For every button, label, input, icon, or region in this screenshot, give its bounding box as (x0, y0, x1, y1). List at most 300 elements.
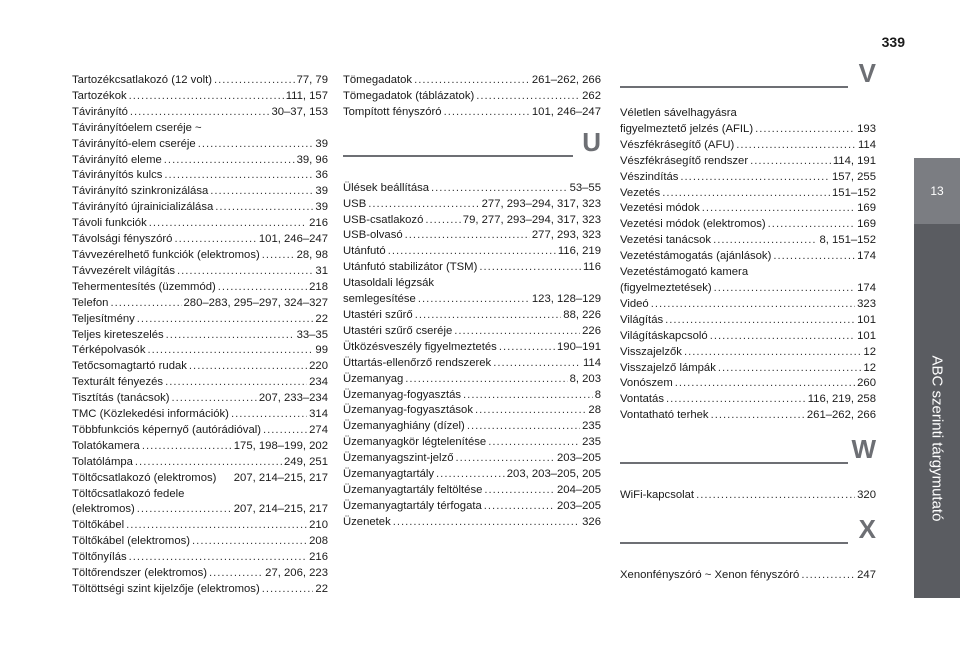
index-entry (620, 217, 876, 233)
index-entry (620, 361, 876, 377)
index-entry (620, 233, 876, 249)
index-entry (72, 184, 328, 200)
entry-term: Távirányító eleme (72, 153, 162, 166)
entry-term: Vontatható terhek (620, 409, 709, 422)
index-entry (72, 502, 328, 518)
entry-term: Texturált fényezés (72, 376, 164, 389)
index-entry (72, 216, 328, 232)
entry-page-ref[interactable]: 99 (315, 344, 328, 357)
entry-page-ref[interactable]: 77, 79 (296, 74, 328, 86)
entry-term: Tolatólámpa (72, 455, 133, 468)
entry-page-ref[interactable]: 53–55 (569, 181, 601, 194)
entry-term: Távirányító (72, 105, 128, 118)
entry-term: Vészfékrásegítő rendszer (620, 154, 749, 167)
index-entry (72, 105, 328, 121)
entry-term: Vezetés (620, 186, 661, 199)
index-entry (620, 313, 876, 329)
entry-term: Üzemanyag-fogyasztások (343, 404, 473, 417)
entry-page-ref[interactable]: 210 (309, 519, 328, 532)
index-entry (72, 200, 328, 216)
dot-leader (499, 340, 555, 356)
dot-leader (475, 403, 586, 419)
entry-page-ref[interactable]: 31 (315, 264, 328, 277)
dot-leader (393, 515, 580, 531)
entry-page-ref[interactable]: 28 (588, 404, 601, 417)
index-entry (620, 249, 876, 265)
entry-term: Távoli funkciók (72, 217, 147, 230)
dot-leader (713, 233, 817, 249)
dot-leader (662, 186, 830, 202)
section-letter: X (858, 514, 876, 545)
index-entry (343, 499, 601, 515)
index-entry (72, 89, 328, 105)
dot-leader (142, 439, 232, 455)
entry-term: Töltőkábel (elektromos) (72, 535, 191, 548)
entry-page-ref[interactable]: 101 (857, 329, 876, 342)
index-entry (72, 582, 328, 598)
entry-term: Világítás (620, 313, 664, 326)
entry-page-ref[interactable]: 277, 293–294, 317, 323 (481, 197, 601, 210)
dot-leader (415, 308, 562, 324)
entry-term: Üzemanyagtartály (343, 468, 435, 481)
entry-page-ref[interactable]: 234 (309, 376, 328, 389)
section-rule (620, 542, 848, 544)
index-entry (343, 483, 601, 499)
dot-leader (189, 359, 307, 375)
index-entry (343, 73, 601, 89)
entry-term: USB-olvasó (343, 229, 403, 242)
chapter-title: ABC szerinti tárgymutató (928, 355, 946, 521)
entry-term: Tolatókamera (72, 439, 140, 452)
index-entry (72, 487, 328, 503)
index-column-3 (620, 58, 876, 584)
entry-page-ref[interactable]: 218 (309, 280, 328, 293)
dot-leader (755, 122, 855, 138)
dot-leader (149, 216, 307, 232)
entry-term: Többfunkciós képernyő (autórádióval) (72, 423, 262, 436)
entry-page-ref[interactable]: 220 (309, 360, 328, 373)
dot-leader (198, 137, 314, 153)
entry-term: Távirányító-elem cseréje (72, 137, 196, 150)
entry-term: Térképolvasók (72, 344, 146, 357)
entry-page-ref[interactable]: 111, 157 (285, 89, 328, 102)
entry-page-ref[interactable]: 39 (315, 201, 328, 214)
entry-page-ref[interactable]: 261–262, 266 (806, 409, 876, 422)
entry-page-ref[interactable]: 114, 191 (832, 154, 876, 167)
dot-leader (768, 217, 855, 233)
entry-page-ref[interactable]: 280–283, 295–297, 324–327 (183, 296, 328, 309)
index-entry (72, 359, 328, 375)
dot-leader (129, 89, 284, 105)
section-header-u (343, 127, 601, 181)
dot-leader (174, 232, 256, 248)
entry-term: Utastéri szűrő (343, 308, 413, 321)
entry-page-ref[interactable]: 314 (309, 408, 328, 421)
index-entry (72, 471, 328, 487)
entry-term: Telefon (72, 296, 109, 309)
index-entry (343, 372, 601, 388)
dot-leader (665, 313, 855, 329)
entry-term: (figyelmeztetések) (620, 281, 712, 294)
entry-term: Tömegadatok (343, 74, 413, 86)
entry-term: semlegesítése (343, 293, 416, 306)
index-entry (620, 297, 876, 313)
entry-term: Utasoldali légzsák (343, 277, 435, 290)
index-entry (343, 324, 601, 340)
entry-page-ref[interactable]: 216 (309, 217, 328, 230)
entry-page-ref[interactable]: 116, 219 (557, 245, 601, 258)
entry-page-ref[interactable]: 12 (863, 361, 876, 374)
entry-page-ref[interactable]: 30–37, 153 (271, 105, 328, 118)
dot-leader (476, 89, 580, 105)
index-entry (72, 248, 328, 264)
entry-page-ref[interactable]: 208 (309, 535, 328, 548)
index-entry (72, 423, 328, 439)
section-letter: U (582, 126, 601, 157)
index-entry (343, 276, 601, 292)
index-entry (343, 228, 601, 244)
index-entry (72, 280, 328, 296)
entry-page-ref[interactable]: 249, 251 (284, 455, 328, 468)
index-entry (72, 375, 328, 391)
entry-term: Töltőkábel (72, 519, 125, 532)
index-entry (72, 550, 328, 566)
index-entry (620, 154, 876, 170)
entry-term: Vontatás (620, 393, 664, 406)
entry-list (620, 488, 876, 504)
dot-leader (711, 408, 805, 424)
dot-leader (675, 376, 855, 392)
entry-page-ref[interactable]: 123, 128–129 (531, 293, 601, 306)
entry-list (72, 73, 328, 598)
entry-term: Tehermentesítés (üzemmód) (72, 280, 216, 293)
dot-leader (192, 534, 307, 550)
dot-leader (165, 375, 307, 391)
entry-page-ref[interactable]: 261–262, 266 (531, 74, 601, 86)
entry-page-ref[interactable]: 79, 277, 293–294, 317, 323 (462, 213, 601, 226)
entry-term: Visszajelző lámpák (620, 361, 716, 374)
dot-leader (436, 467, 505, 483)
entry-term: Távvezérelhető funkciók (elektromos) (72, 248, 260, 261)
entry-page-ref[interactable]: 151–152 (832, 186, 876, 199)
index-entry (343, 356, 601, 372)
entry-page-ref[interactable]: 174 (857, 250, 876, 263)
dot-leader (147, 343, 313, 359)
dot-leader (493, 356, 581, 372)
index-entry (72, 455, 328, 471)
index-entry (72, 121, 328, 137)
dot-leader (454, 324, 580, 340)
index-entry (620, 392, 876, 408)
dot-leader (710, 329, 855, 345)
index-entry (72, 407, 328, 423)
entry-term: Vezetési módok (elektromos) (620, 218, 766, 231)
dot-leader (231, 407, 307, 423)
entry-term: TMC (Közlekedési információk) (72, 408, 229, 421)
dot-leader (129, 550, 308, 566)
dot-leader (218, 280, 307, 296)
index-entry (343, 388, 601, 404)
entry-list (620, 568, 876, 584)
dot-leader (680, 170, 830, 186)
index-entry (343, 340, 601, 356)
dot-leader (467, 419, 580, 435)
section-rule (620, 86, 848, 88)
dot-leader (651, 297, 855, 313)
entry-term: Vonószem (620, 377, 673, 390)
entry-page-ref[interactable]: 114 (582, 356, 601, 369)
index-entry (72, 312, 328, 328)
entry-term: Tompított fényszóró (343, 105, 442, 118)
index-entry (72, 73, 328, 89)
index-entry (72, 232, 328, 248)
dot-leader (425, 213, 460, 229)
section-header-v (620, 58, 876, 106)
dot-leader (414, 73, 530, 89)
index-entry (343, 403, 601, 419)
dot-leader (126, 518, 307, 534)
entry-term: Tetőcsomagtartó rudak (72, 360, 187, 373)
dot-leader (130, 105, 270, 121)
dot-leader (488, 435, 580, 451)
section-letter: W (851, 434, 876, 465)
chapter-number: 13 (914, 158, 960, 224)
entry-page-ref[interactable]: 207, 214–215, 217 (233, 503, 328, 516)
entry-page-ref[interactable]: 203–205 (557, 452, 601, 465)
entry-term: Ütközésveszély figyelmeztetés (343, 340, 497, 353)
index-entry (343, 515, 601, 531)
entry-page-ref[interactable]: 22 (315, 583, 328, 595)
entry-page-ref[interactable]: 116, 219, 258 (807, 393, 876, 406)
entry-term: Üttartás-ellenőrző rendszerek (343, 356, 492, 369)
entry-page-ref[interactable]: 207, 214–215, 217 (233, 471, 328, 484)
entry-term: Távirányítóelem cseréje ~ (72, 121, 202, 134)
entry-term: Teljes kireteszelés (72, 328, 164, 341)
entry-list (620, 106, 876, 424)
entry-term: Vezetési tanácsok (620, 234, 712, 247)
dot-leader (431, 181, 568, 197)
dot-leader (702, 201, 855, 217)
index-entry (343, 467, 601, 483)
entry-term: USB (343, 197, 367, 210)
entry-page-ref[interactable]: 190–191 (557, 340, 601, 353)
dot-leader (215, 200, 313, 216)
index-entry (72, 328, 328, 344)
dot-leader (718, 361, 862, 377)
dot-leader (714, 281, 855, 297)
dot-leader (405, 372, 567, 388)
entry-page-ref[interactable]: 12 (863, 345, 876, 358)
index-entry (72, 439, 328, 455)
index-entry (620, 345, 876, 361)
dot-leader (135, 455, 282, 471)
entry-term: Távolsági fényszóró (72, 233, 173, 246)
dot-leader (368, 197, 479, 213)
index-entry (343, 181, 601, 197)
index-entry (343, 451, 601, 467)
entry-page-ref[interactable]: 39 (315, 137, 328, 150)
entry-term: Üzemanyag (343, 372, 404, 385)
dot-leader (164, 168, 313, 184)
dot-leader (209, 566, 263, 582)
entry-page-ref[interactable]: 235 (582, 420, 601, 433)
index-entry (343, 213, 601, 229)
dot-leader (166, 328, 295, 344)
index-entry (620, 122, 876, 138)
entry-term: Utánfutó stabilizátor (TSM) (343, 261, 478, 274)
dot-leader (666, 392, 806, 408)
entry-page-ref[interactable]: 262 (582, 89, 601, 102)
dot-leader (164, 153, 295, 169)
entry-term: (elektromos) (72, 503, 135, 516)
entry-page-ref[interactable]: 216 (309, 551, 328, 564)
entry-term: Üzenetek (343, 515, 391, 528)
entry-term: Vezetéstámogatás (ajánlások) (620, 250, 772, 263)
dot-leader (137, 502, 232, 518)
entry-term: Távirányító újrainicializálása (72, 201, 214, 214)
dot-leader (214, 73, 295, 89)
index-entry (72, 168, 328, 184)
entry-page-ref[interactable]: 169 (857, 202, 876, 215)
section-rule (343, 155, 573, 157)
entry-page-ref[interactable]: 33–35 (296, 328, 328, 341)
chapter-title-vertical (914, 348, 960, 528)
entry-page-ref[interactable]: 323 (857, 297, 876, 310)
dot-leader (773, 249, 855, 265)
dot-leader (263, 423, 307, 439)
entry-page-ref[interactable]: 203–205 (557, 499, 601, 512)
index-entry (620, 170, 876, 186)
entry-list (343, 73, 601, 121)
entry-term: Töltőcsatlakozó (elektromos) (72, 471, 217, 484)
dot-leader (177, 264, 313, 280)
entry-page-ref[interactable]: 204–205 (557, 483, 601, 496)
entry-term: Utánfutó (343, 245, 386, 258)
entry-page-ref[interactable]: 22 (315, 312, 328, 325)
entry-term: Távirányítós kulcs (72, 169, 163, 182)
dot-leader (750, 154, 831, 170)
entry-page-ref[interactable]: 207, 233–234 (258, 392, 328, 405)
entry-page-ref[interactable]: 157, 255 (832, 170, 876, 183)
index-entry (72, 518, 328, 534)
entry-term: Vezetéstámogató kamera (620, 266, 749, 279)
entry-page-ref[interactable]: 39, 96 (296, 153, 328, 166)
index-entry (72, 153, 328, 169)
entry-page-ref[interactable]: 247 (857, 569, 876, 582)
entry-page-ref[interactable]: 39 (315, 185, 328, 198)
entry-term: Töltőnyílás (72, 551, 127, 564)
index-column-1 (72, 73, 328, 598)
entry-page-ref[interactable]: 320 (857, 489, 876, 502)
index-entry (620, 488, 876, 504)
entry-page-ref[interactable]: 88, 226 (563, 308, 601, 321)
entry-term: Videó (620, 297, 649, 310)
index-entry (343, 435, 601, 451)
entry-page-ref[interactable]: 101, 246–247 (258, 233, 328, 246)
entry-page-ref[interactable]: 326 (582, 515, 601, 528)
entry-term: Töltőrendszer (elektromos) (72, 567, 207, 580)
entry-list (343, 181, 601, 531)
entry-page-ref[interactable]: 101, 246–247 (531, 105, 601, 118)
index-entry (620, 568, 876, 584)
dot-leader (110, 296, 181, 312)
dot-leader (388, 244, 556, 260)
index-entry (620, 329, 876, 345)
entry-term: Világításkapcsoló (620, 329, 708, 342)
dot-leader (684, 345, 861, 361)
dot-leader (463, 388, 593, 404)
entry-page-ref[interactable]: 8, 151–152 (819, 234, 876, 247)
index-entry (72, 137, 328, 153)
entry-page-ref[interactable]: 174 (857, 281, 876, 294)
entry-page-ref[interactable]: 101 (857, 313, 876, 326)
index-entry (72, 566, 328, 582)
entry-page-ref[interactable]: 114 (857, 138, 876, 151)
dot-leader (696, 488, 855, 504)
entry-page-ref[interactable]: 27, 206, 223 (265, 567, 328, 580)
index-entry (72, 534, 328, 550)
entry-page-ref[interactable]: 235 (582, 436, 601, 449)
dot-leader (479, 260, 581, 276)
entry-page-ref[interactable]: 36 (315, 169, 328, 182)
index-entry (343, 105, 601, 121)
index-entry (72, 391, 328, 407)
index-column-2 (343, 73, 601, 531)
dot-leader (210, 184, 313, 200)
entry-page-ref[interactable]: 8, 203 (569, 372, 601, 385)
entry-term: USB-csatlakozó (343, 213, 424, 226)
index-entry (343, 244, 601, 260)
section-header-w (620, 434, 876, 488)
entry-term: figyelmeztető jelzés (AFIL) (620, 122, 754, 135)
dot-leader (418, 292, 530, 308)
entry-page-ref[interactable]: 28, 98 (296, 248, 328, 261)
dot-leader (801, 568, 855, 584)
section-header-x (620, 514, 876, 568)
index-entry (620, 376, 876, 392)
entry-page-ref[interactable]: 175, 198–199, 202 (233, 439, 328, 452)
dot-leader (262, 582, 314, 598)
index-entry (343, 308, 601, 324)
section-letter: V (858, 58, 876, 88)
entry-page-ref[interactable]: 169 (857, 218, 876, 231)
index-entry (620, 265, 876, 281)
entry-page-ref[interactable]: 226 (582, 324, 601, 337)
entry-page-ref[interactable]: 277, 293, 323 (531, 229, 601, 242)
page-number: 339 (881, 34, 905, 50)
entry-page-ref[interactable]: 116 (582, 261, 601, 274)
dot-leader (405, 228, 530, 244)
entry-page-ref[interactable]: 8 (594, 388, 601, 401)
entry-page-ref[interactable]: 193 (857, 122, 876, 135)
entry-page-ref[interactable]: 260 (857, 377, 876, 390)
index-entry (620, 186, 876, 202)
entry-term: Töltőcsatlakozó fedele (72, 487, 185, 500)
section-rule (620, 462, 848, 464)
entry-page-ref[interactable]: 274 (309, 423, 328, 436)
index-entry (620, 106, 876, 122)
index-entry (72, 343, 328, 359)
dot-leader (444, 105, 530, 121)
index-entry (343, 292, 601, 308)
dot-leader (172, 391, 257, 407)
entry-term: WiFi-kapcsolat (620, 489, 695, 502)
entry-term: Teljesítmény (72, 312, 135, 325)
entry-term: Vészindítás (620, 170, 679, 183)
entry-page-ref[interactable]: 203, 203–205, 205 (506, 468, 601, 481)
entry-term: Távirányító szinkronizálása (72, 185, 209, 198)
chapter-side-tab[interactable] (914, 158, 960, 598)
